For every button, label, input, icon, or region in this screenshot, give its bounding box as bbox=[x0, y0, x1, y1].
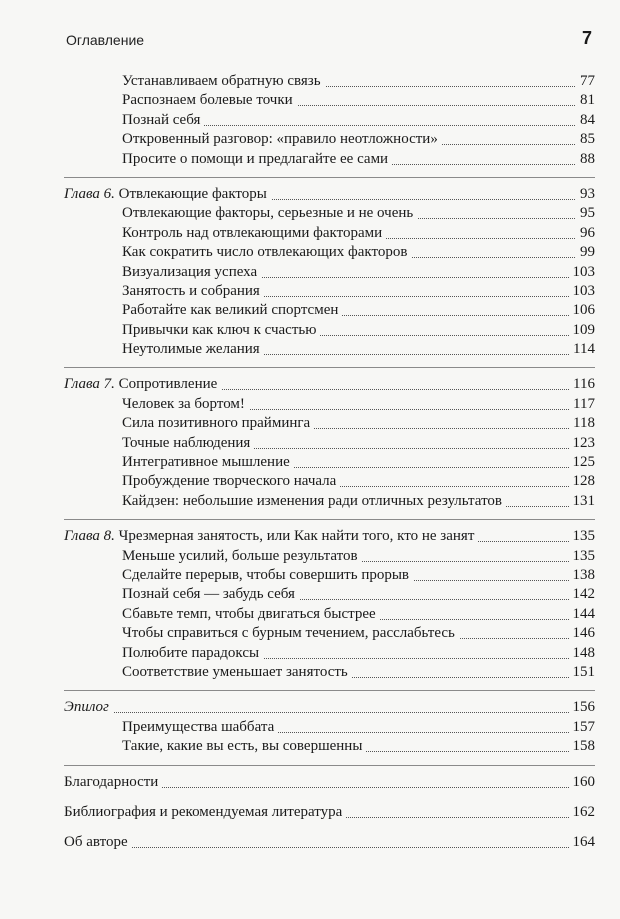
entry-label bbox=[122, 434, 254, 453]
entry-label bbox=[122, 624, 459, 643]
toc-entry[interactable] bbox=[64, 472, 595, 491]
entry-title: Кайдзен: небольшие изменения ради отличных результатов bbox=[122, 492, 503, 509]
page-header bbox=[66, 28, 592, 52]
entry-label bbox=[64, 773, 162, 792]
entry-label bbox=[122, 91, 297, 110]
entry-title: Просите о помощи и предлагайте ее сами bbox=[122, 150, 389, 167]
entry-label bbox=[122, 663, 352, 682]
entry-title: Контроль над отвлекающими факторами bbox=[122, 224, 383, 241]
entry-label bbox=[64, 698, 113, 717]
entry-page-number: 157 bbox=[569, 718, 596, 737]
toc-entry[interactable] bbox=[64, 130, 595, 149]
toc-entry[interactable] bbox=[64, 263, 595, 282]
entry-title: Познай себя bbox=[122, 111, 201, 128]
entry-page-number: 84 bbox=[576, 111, 595, 130]
back-matter-entry[interactable] bbox=[64, 803, 595, 822]
entry-title: Человек за бортом! bbox=[122, 395, 245, 412]
entry-title: Отвлекающие факторы, серьезные и не очень bbox=[122, 205, 414, 222]
toc-chapter-entry[interactable] bbox=[64, 375, 595, 394]
section-divider bbox=[64, 367, 595, 368]
toc-entry[interactable] bbox=[64, 72, 595, 91]
toc-entry[interactable] bbox=[64, 605, 595, 624]
entry-label bbox=[122, 472, 340, 491]
entry-label bbox=[122, 644, 263, 663]
running-title: Оглавление bbox=[66, 32, 145, 48]
table-of-contents bbox=[64, 72, 595, 853]
page-number: 7 bbox=[581, 28, 592, 48]
entry-title: Точные наблюдения bbox=[122, 434, 251, 451]
entry-page-number: 93 bbox=[576, 185, 595, 204]
entry-page-number: 117 bbox=[569, 395, 595, 414]
toc-entry[interactable] bbox=[64, 624, 595, 643]
entry-page-number: 160 bbox=[569, 773, 596, 792]
entry-title: Преимущества шаббата bbox=[122, 718, 275, 735]
entry-page-number: 118 bbox=[569, 414, 595, 433]
entry-page-number: 156 bbox=[569, 698, 596, 717]
entry-title: Сделайте перерыв, чтобы совершить прорыв bbox=[122, 566, 410, 583]
entry-title: Занятость и собрания bbox=[122, 282, 260, 299]
entry-label bbox=[122, 566, 413, 585]
entry-page-number: 142 bbox=[569, 585, 596, 604]
entry-page-number: 151 bbox=[569, 663, 596, 682]
chapter-prefix: Глава 6. bbox=[64, 185, 115, 202]
entry-page-number: 123 bbox=[569, 434, 596, 453]
entry-title: Визуализация успеха bbox=[122, 263, 258, 280]
entry-title: Познай себя — забудь себя bbox=[122, 586, 295, 603]
toc-entry[interactable] bbox=[64, 204, 595, 223]
dot-leader bbox=[64, 833, 595, 851]
entry-label bbox=[122, 282, 264, 301]
entry-label bbox=[122, 414, 314, 433]
entry-spacer bbox=[64, 792, 595, 803]
chapter-title: Чрезмерная занятость, или Как найти того, кто не занят bbox=[118, 528, 475, 545]
entry-title: Неутолимые желания bbox=[122, 341, 260, 358]
entry-page-number: 103 bbox=[569, 282, 596, 301]
entry-page-number: 85 bbox=[576, 130, 595, 149]
entry-label bbox=[64, 375, 221, 394]
entry-label bbox=[122, 204, 417, 223]
entry-label bbox=[122, 301, 342, 320]
entry-page-number: 131 bbox=[569, 492, 596, 511]
entry-title: Сбавьте темп, чтобы двигаться быстрее bbox=[122, 605, 376, 622]
chapter-title: Отвлекающие факторы bbox=[118, 185, 267, 202]
entry-label bbox=[122, 340, 264, 359]
back-matter-entry[interactable] bbox=[64, 773, 595, 792]
entry-page-number: 135 bbox=[569, 527, 596, 546]
entry-label bbox=[122, 111, 204, 130]
entry-title: Об авторе bbox=[64, 834, 128, 851]
toc-entry[interactable] bbox=[64, 111, 595, 130]
entry-label bbox=[64, 833, 132, 852]
entry-page-number: 135 bbox=[569, 547, 596, 566]
toc-entry[interactable] bbox=[64, 321, 595, 340]
entry-label bbox=[122, 243, 411, 262]
toc-entry[interactable] bbox=[64, 663, 595, 682]
toc-chapter-entry[interactable] bbox=[64, 698, 595, 717]
toc-entry[interactable] bbox=[64, 492, 595, 511]
toc-entry[interactable] bbox=[64, 718, 595, 737]
entry-page-number: 88 bbox=[576, 150, 595, 169]
entry-label bbox=[64, 803, 346, 822]
entry-page-number: 128 bbox=[569, 472, 596, 491]
entry-title: Сила позитивного прайминга bbox=[122, 415, 311, 432]
dot-leader bbox=[64, 698, 595, 716]
entry-label bbox=[122, 453, 294, 472]
toc-chapter-entry[interactable] bbox=[64, 185, 595, 204]
section-divider bbox=[64, 765, 595, 766]
entry-title: Работайте как великий спортсмен bbox=[122, 302, 339, 319]
entry-title: Пробуждение творческого начала bbox=[122, 473, 337, 490]
entry-label bbox=[122, 224, 386, 243]
entry-title: Как сократить число отвлекающих факторов bbox=[122, 244, 408, 261]
toc-entry[interactable] bbox=[64, 585, 595, 604]
entry-title: Библиография и рекомендуемая литература bbox=[64, 803, 343, 820]
back-matter-entry[interactable] bbox=[64, 833, 595, 852]
entry-label bbox=[64, 527, 478, 546]
toc-entry[interactable] bbox=[64, 224, 595, 243]
entry-page-number: 116 bbox=[569, 375, 595, 394]
entry-label bbox=[122, 492, 506, 511]
section-divider bbox=[64, 519, 595, 520]
toc-entry[interactable] bbox=[64, 282, 595, 301]
entry-page-number: 103 bbox=[569, 263, 596, 282]
entry-page-number: 144 bbox=[569, 605, 596, 624]
entry-title: Меньше усилий, больше результатов bbox=[122, 547, 358, 564]
chapter-prefix: Глава 8. bbox=[64, 528, 115, 545]
chapter-prefix: Глава 7. bbox=[64, 376, 115, 393]
toc-entry[interactable] bbox=[64, 301, 595, 320]
entry-page-number: 158 bbox=[569, 737, 596, 756]
entry-page-number: 77 bbox=[576, 72, 595, 91]
entry-page-number: 125 bbox=[569, 453, 596, 472]
entry-title: Распознаем болевые точки bbox=[122, 92, 293, 109]
toc-entry[interactable] bbox=[64, 395, 595, 414]
entry-title: Соответствие уменьшает занятость bbox=[122, 663, 348, 680]
entry-page-number: 148 bbox=[569, 644, 596, 663]
entry-label bbox=[122, 605, 380, 624]
toc-entry[interactable] bbox=[64, 644, 595, 663]
entry-page-number: 95 bbox=[576, 204, 595, 223]
chapter-title: Сопротивление bbox=[118, 376, 218, 393]
toc-entry[interactable] bbox=[64, 243, 595, 262]
entry-label bbox=[122, 395, 249, 414]
entry-page-number: 109 bbox=[569, 321, 596, 340]
entry-spacer bbox=[64, 822, 595, 833]
entry-page-number: 146 bbox=[569, 624, 596, 643]
toc-entry[interactable] bbox=[64, 340, 595, 359]
toc-entry[interactable] bbox=[64, 566, 595, 585]
entry-label bbox=[122, 130, 442, 149]
entry-label bbox=[122, 150, 392, 169]
toc-entry[interactable] bbox=[64, 150, 595, 169]
toc-entry[interactable] bbox=[64, 414, 595, 433]
entry-page-number: 164 bbox=[569, 833, 596, 852]
entry-label bbox=[122, 321, 320, 340]
entry-label bbox=[122, 718, 278, 737]
entry-label bbox=[122, 263, 261, 282]
entry-label bbox=[122, 737, 366, 756]
entry-page-number: 162 bbox=[569, 803, 596, 822]
entry-title: Благодарности bbox=[64, 773, 159, 790]
entry-title: Полюбите парадоксы bbox=[122, 644, 260, 661]
entry-label bbox=[122, 585, 299, 604]
entry-page-number: 106 bbox=[569, 301, 596, 320]
entry-page-number: 81 bbox=[576, 91, 595, 110]
entry-title: Привычки как ключ к счастью bbox=[122, 321, 317, 338]
section-divider bbox=[64, 177, 595, 178]
entry-title: Чтобы справиться с бурным течением, расслабьтесь bbox=[122, 625, 455, 642]
toc-chapter-entry[interactable] bbox=[64, 527, 595, 546]
toc-entry[interactable] bbox=[64, 91, 595, 110]
toc-entry[interactable] bbox=[64, 547, 595, 566]
toc-entry[interactable] bbox=[64, 737, 595, 756]
entry-label bbox=[64, 185, 271, 204]
entry-page-number: 114 bbox=[569, 340, 595, 359]
entry-page-number: 138 bbox=[569, 566, 596, 585]
chapter-prefix: Эпилог bbox=[64, 699, 109, 716]
entry-title: Такие, какие вы есть, вы совершенны bbox=[122, 738, 363, 755]
entry-title: Интегративное мышление bbox=[122, 454, 290, 471]
entry-title: Устанавливаем обратную связь bbox=[122, 73, 321, 89]
toc-entry[interactable] bbox=[64, 434, 595, 453]
section-divider bbox=[64, 690, 595, 691]
entry-page-number: 99 bbox=[576, 243, 595, 262]
entry-label bbox=[122, 547, 362, 566]
entry-label bbox=[122, 72, 325, 91]
entry-page-number: 96 bbox=[576, 224, 595, 243]
entry-title: Откровенный разговор: «правило неотложности» bbox=[122, 131, 438, 148]
toc-entry[interactable] bbox=[64, 453, 595, 472]
